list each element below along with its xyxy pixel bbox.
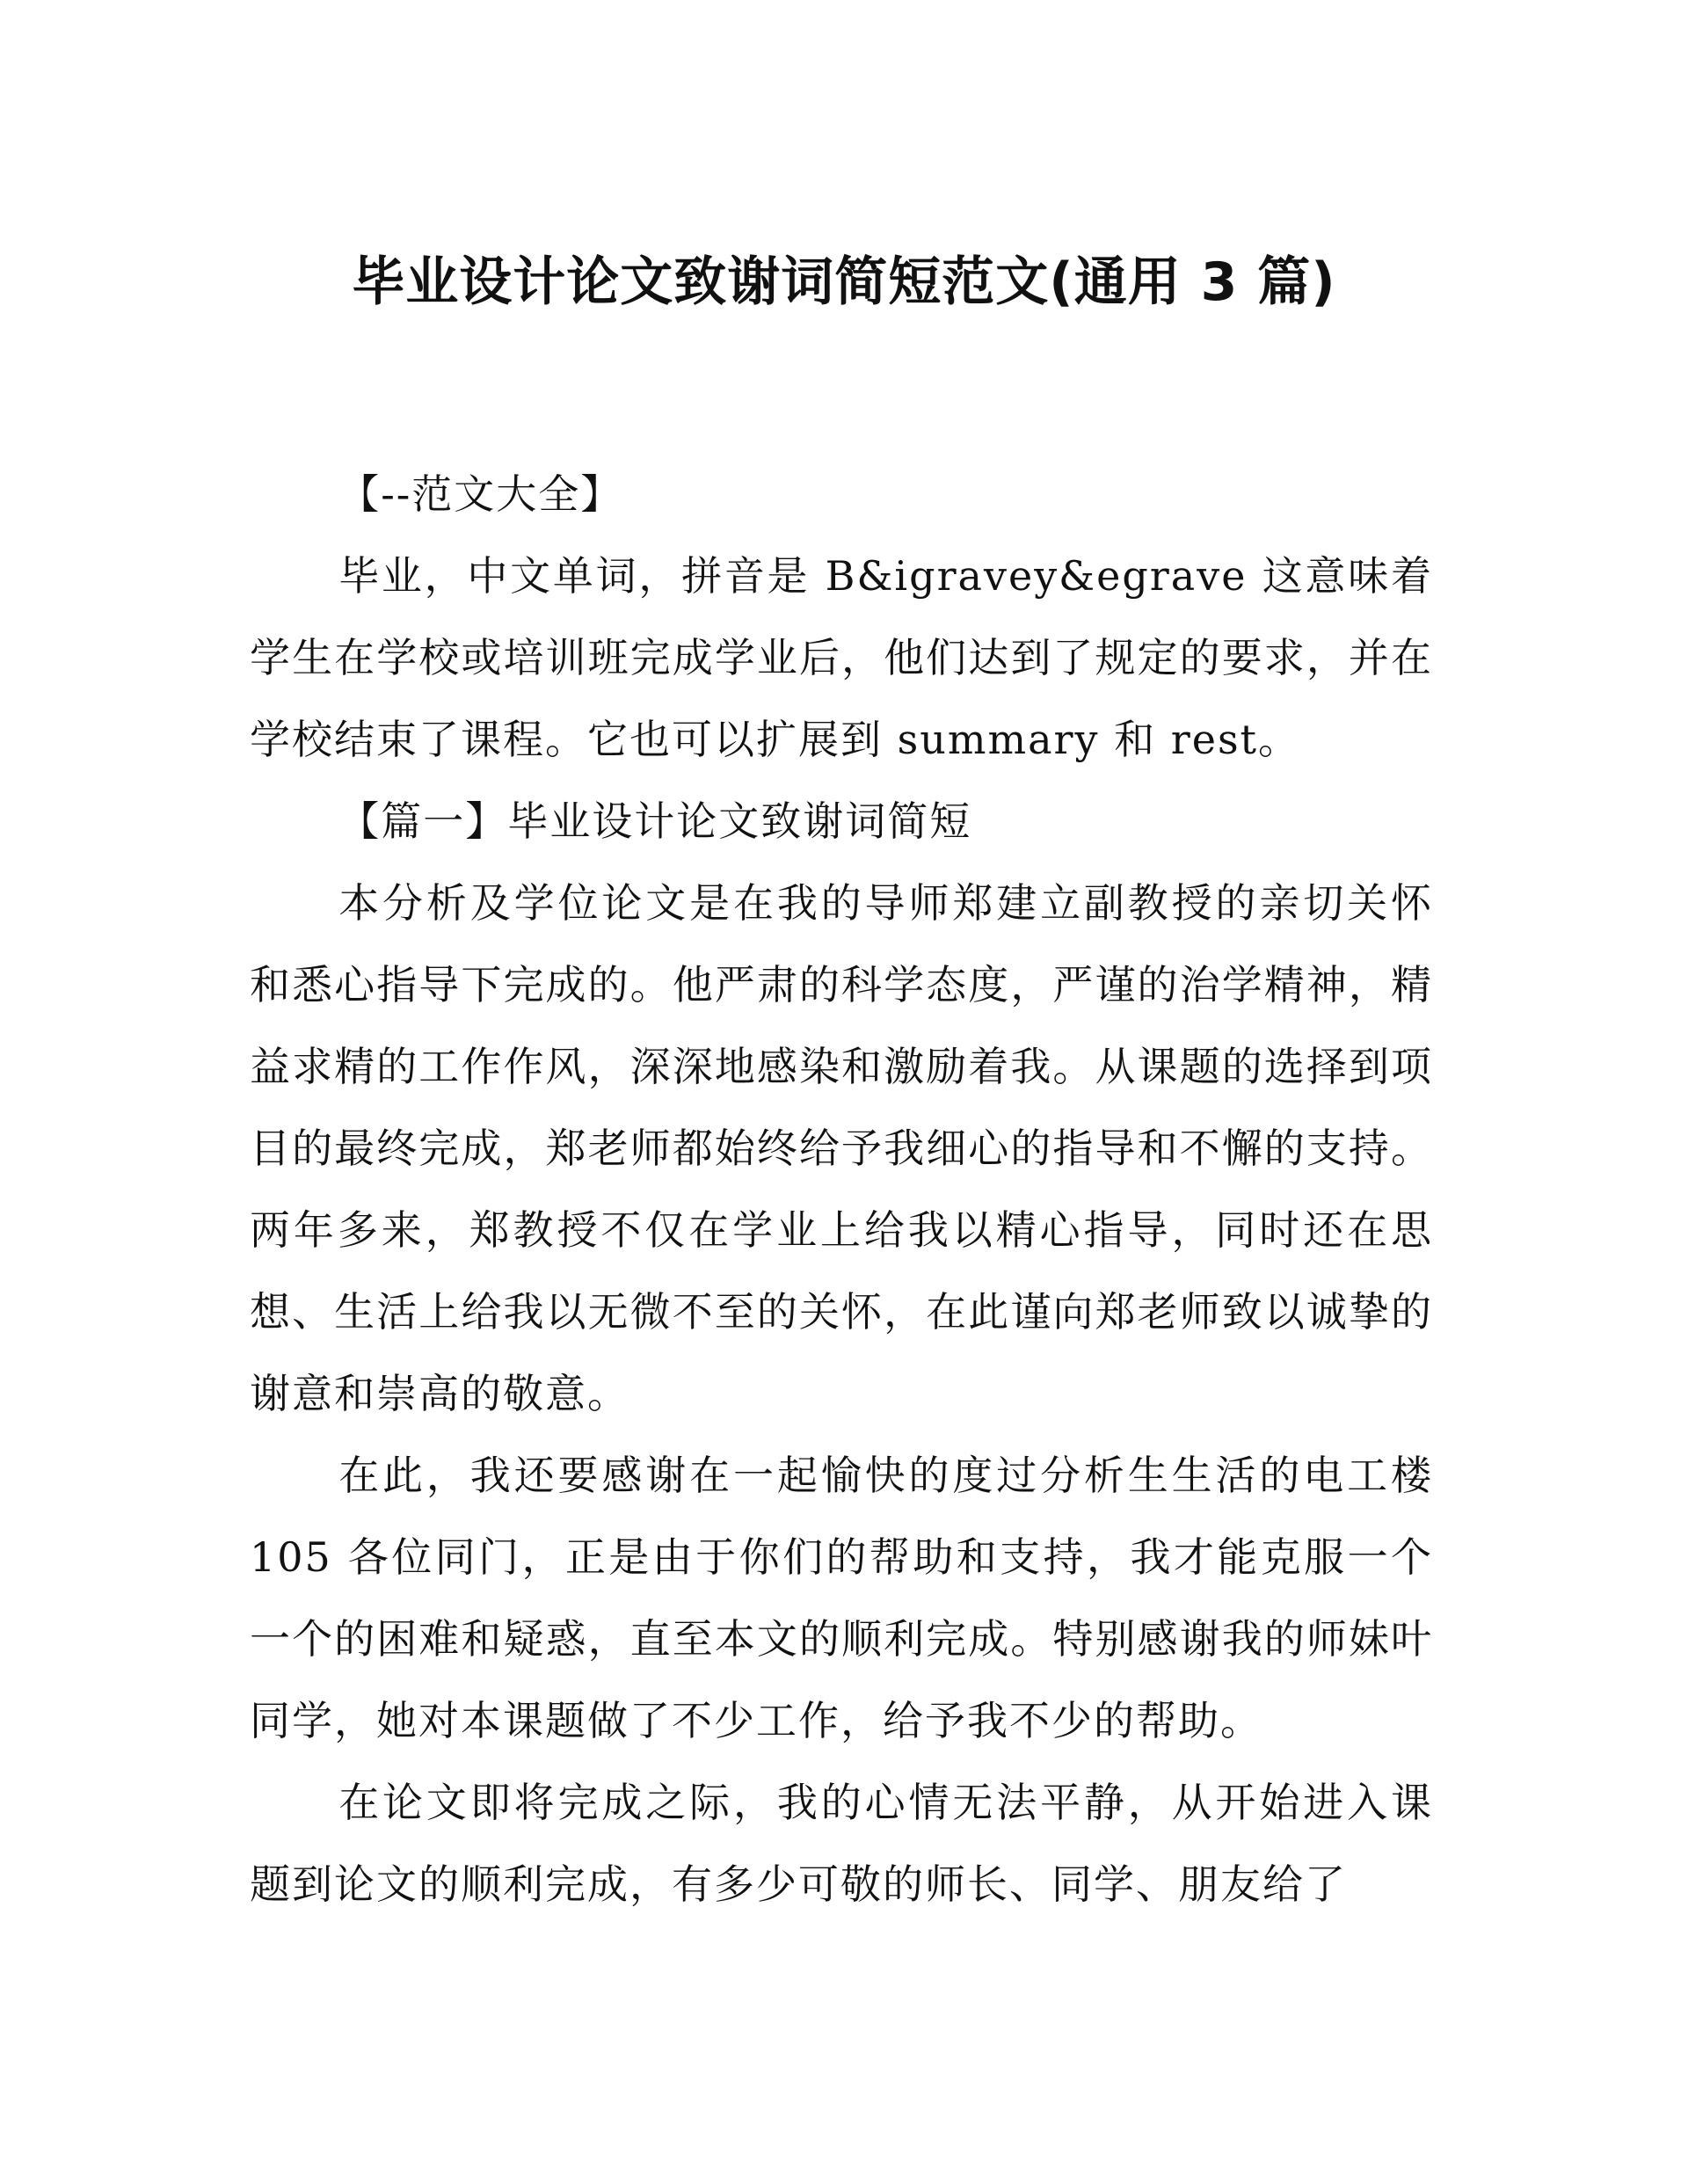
document-title: 毕业设计论文致谢词简短范文(通用 3 篇)	[352, 251, 1336, 313]
source-tag: 【--范文大全】	[338, 470, 623, 518]
section-heading: 【篇一】毕业设计论文致谢词简短	[338, 797, 972, 845]
body-paragraph-2: 在此，我还要感谢在一起愉快的度过分析生生活的电工楼 105 各位同门，正是由于你们的帮助和支持，我才能克服一个一个的困难和疑惑，直至本文的顺利完成。特别感谢我的师妹叶同学，她对本课题做了不少工作，给予我不少的帮助。	[250, 1452, 1433, 1744]
body-paragraph-1: 本分析及学位论文是在我的导师郑建立副教授的亲切关怀和悉心指导下完成的。他严肃的科学态度，严谨的治学精神，精益求精的工作作风，深深地感染和激励着我。从课题的选择到项目的最终完成，郑老师都始终给予我细心的指导和不懈的支持。两年多来，郑教授不仅在学业上给我以精心指导，同时还在思想、生活上给我以无微不至的关怀，在此谨向郑老师致以诚挚的谢意和崇高的敬意。	[250, 879, 1433, 1417]
body-paragraph-3: 在论文即将完成之际，我的心情无法平静，从开始进入课题到论文的顺利完成，有多少可敬的师长、同学、朋友给了	[250, 1779, 1433, 1908]
document-body	[250, 454, 1433, 1926]
intro-paragraph: 毕业，中文单词，拼音是 B&igravey&egrave 这意味着学生在学校或培训班完成学业后，他们达到了规定的要求，并在学校结束了课程。它也可以扩展到 summary 和 rest。	[250, 552, 1433, 763]
